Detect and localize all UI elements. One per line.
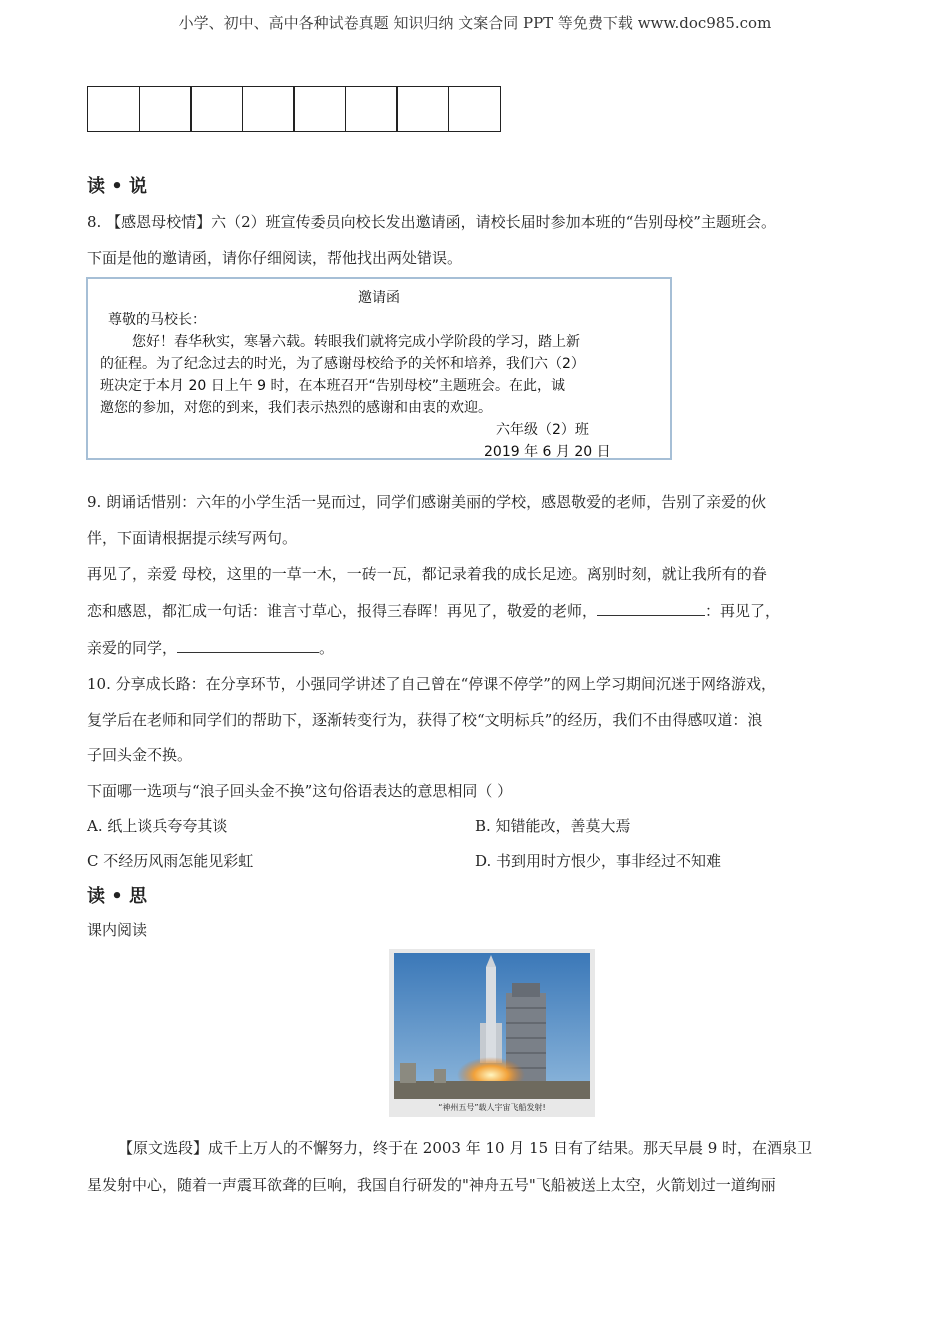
q10-line1: 10. 分享成长路：在分享环节，小强同学讲述了自己曾在“停课不停学”的网上学习期间沉迷于网络游戏， [87, 675, 776, 693]
section-title-read-think: 读 • 思 [87, 886, 148, 907]
q10-line3: 子回头金不换。 [87, 746, 193, 764]
option-b[interactable]: B. 知错能改，善莫大焉 [475, 817, 631, 835]
letter-signature: 六年级（2）班 [496, 422, 589, 438]
q9-line1: 9. 朗诵话惜别：六年的小学生活一晃而过，同学们感谢美丽的学校，感恩敬爱的老师，告别了亲爱的伙 [87, 493, 767, 511]
reading-label: 课内阅读 [87, 921, 148, 939]
section-title-read-speak: 读 • 说 [87, 176, 148, 197]
rocket-launch-photo [389, 949, 595, 1117]
answer-cell[interactable] [293, 86, 346, 132]
answer-cell[interactable] [190, 86, 243, 132]
q9-line3: 再见了，亲爱 母校，这里的一草一木，一砖一瓦，都记录着我的成长足迹。离别时刻，就让我所有的眷 [87, 565, 767, 583]
rocket-launch-illustration [394, 953, 590, 1099]
letter-body: 邀您的参加，对您的到来，我们表示热烈的感谢和由衷的欢迎。 [100, 400, 492, 416]
q9-line5 [87, 637, 334, 658]
q9-line5-text: 亲爱的同学， [87, 639, 178, 657]
q9-line5-tail: 。 [319, 639, 335, 657]
q9-line4 [87, 600, 780, 621]
option-c[interactable]: C 不经历风雨怎能见彩虹 [87, 852, 254, 870]
answer-cell[interactable] [139, 86, 192, 132]
q10-line2: 复学后在老师和同学们的帮助下，逐渐转变行为，获得了校“文明标兵”的经历，我们不由得感叹道：浪 [87, 711, 763, 729]
letter-title: 邀请函 [358, 290, 400, 306]
letter-date: 2019 年 6 月 20 日 [484, 444, 611, 460]
q8-line2: 下面是他的邀请函，请你仔细阅读，帮他找出两处错误。 [87, 249, 463, 267]
q10-question: 下面哪一选项与“浪子回头金不换”这句俗语表达的意思相同（ ） [87, 782, 513, 800]
q9-line4-text: 恋和感恩，都汇成一句话：谁言寸草心，报得三春晖！再见了，敬爱的老师， [87, 602, 598, 620]
reading-paragraph-line2: 星发射中心，随着一声震耳欲聋的巨响，我国自行研发的"神舟五号"飞船被送上太空，火箭划过一道绚丽 [87, 1176, 776, 1194]
option-a[interactable]: A. 纸上谈兵夸夸其谈 [87, 817, 228, 835]
photo-caption: “神州五号”载人宇宙飞船发射! [438, 1103, 546, 1112]
answer-blank-teacher[interactable] [597, 601, 705, 616]
answer-cell[interactable] [448, 86, 501, 132]
letter-body: 班决定于本月 20 日上午 9 时，在本班召开“告别母校”主题班会。在此，诚 [100, 378, 566, 394]
answer-cell[interactable] [396, 86, 449, 132]
answer-blank-classmate[interactable] [177, 638, 319, 653]
q9-line4-tail: ：再见了， [705, 602, 781, 620]
answer-cell[interactable] [87, 86, 140, 132]
q8-line1: 8. 【感恩母校情】六（2）班宣传委员向校长发出邀请函，请校长届时参加本班的“告别母校”主题班会。 [87, 213, 776, 231]
answer-cell[interactable] [242, 86, 295, 132]
answer-grid [87, 86, 501, 132]
letter-body: 的征程。为了纪念过去的时光，为了感谢母校给予的关怀和培养，我们六（2） [100, 356, 585, 372]
letter-body: 您好！春华秋实，寒暑六载。转眼我们就将完成小学阶段的学习，踏上新 [132, 334, 580, 350]
invitation-letter [86, 277, 672, 460]
reading-paragraph-line1: 【原文选段】成千上万人的不懈努力，终于在 2003 年 10 月 15 日有了结果。那天早晨 9 时，在酒泉卫 [118, 1139, 813, 1157]
answer-cell[interactable] [345, 86, 398, 132]
letter-salutation: 尊敬的马校长： [108, 312, 206, 328]
page-header: 小学、初中、高中各种试卷真题 知识归纳 文案合同 PPT 等免费下载 www.doc985.com [178, 14, 772, 32]
q9-line2: 伴，下面请根据提示续写两句。 [87, 529, 298, 547]
option-d[interactable]: D. 书到用时方恨少，事非经过不知难 [475, 852, 722, 870]
